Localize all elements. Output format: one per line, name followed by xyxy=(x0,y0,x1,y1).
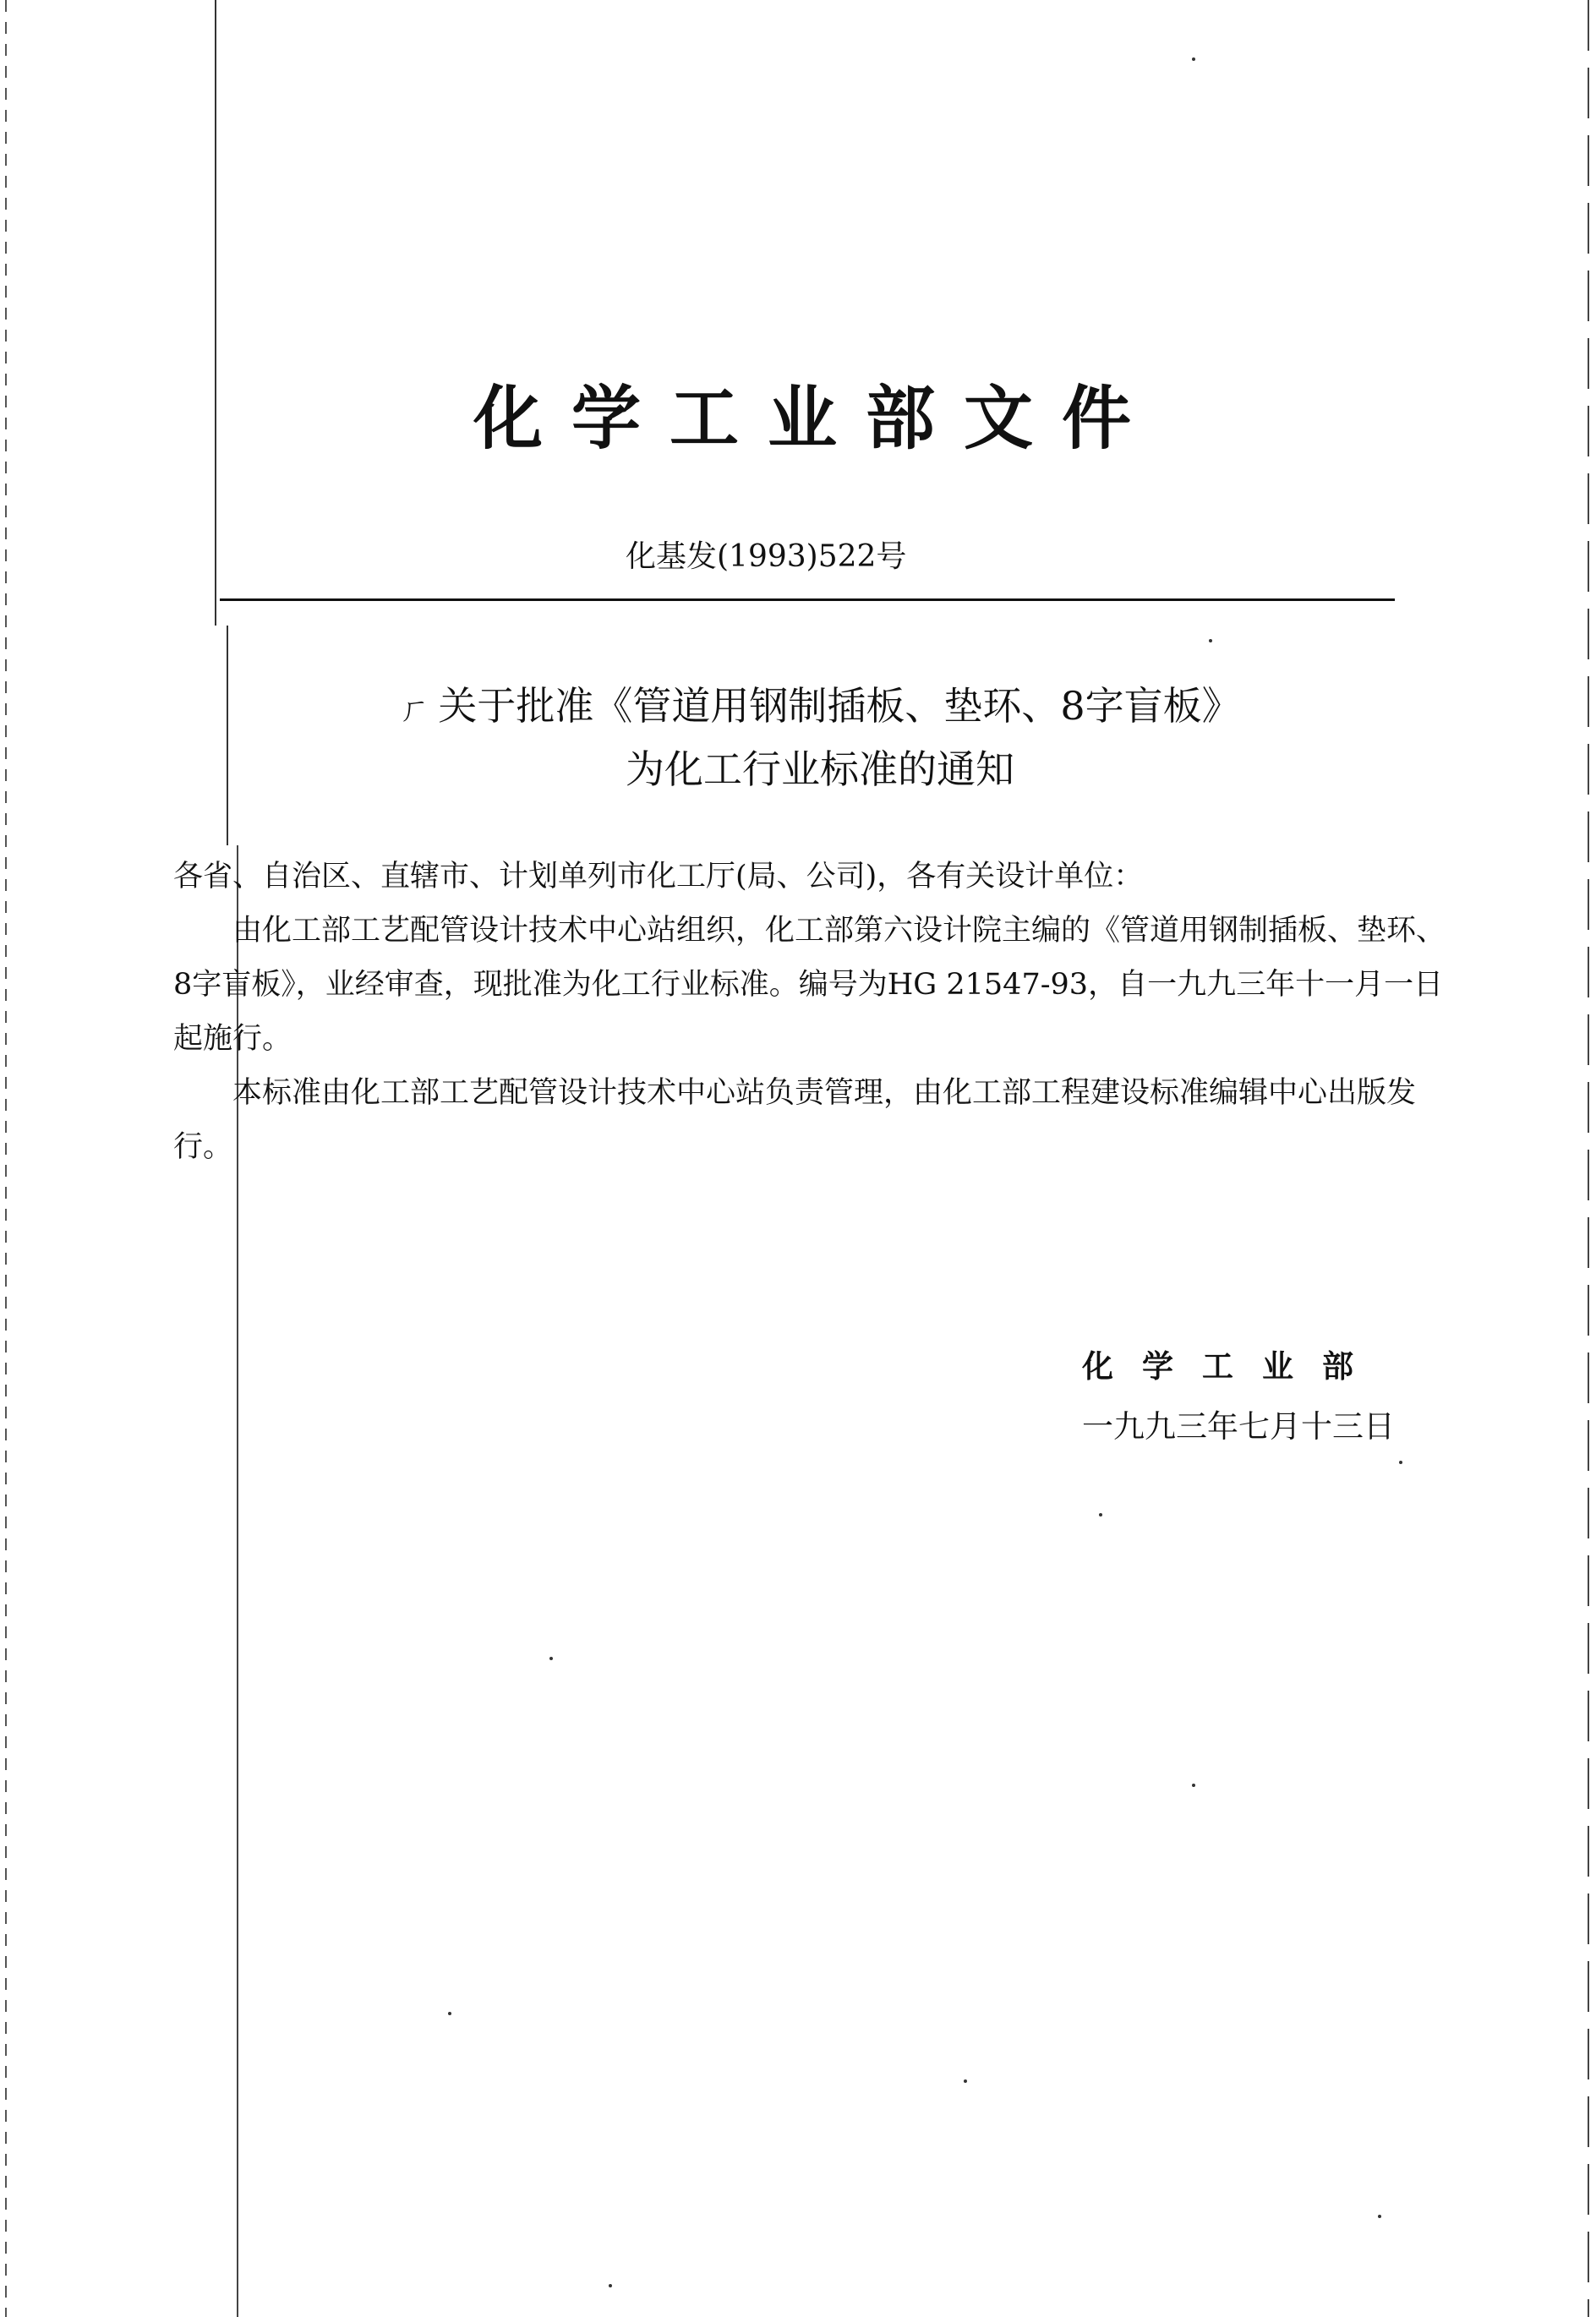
scan-speck xyxy=(1192,1784,1195,1787)
paragraph-approval: 由化工部工艺配管设计技术中心站组织，化工部第六设计院主编的《管道用钢制插板、垫环、8字盲板》，业经审查，现批准为化工行业标准。编号为HG 21547-93，自一九九三年十一月一日起施行。 xyxy=(173,914,1446,1056)
scan-speck xyxy=(1399,1461,1402,1464)
scan-right-edge xyxy=(1588,0,1589,2317)
notice-heading xyxy=(355,676,1285,799)
scan-speck xyxy=(549,1657,553,1660)
scan-speck xyxy=(1099,1513,1102,1516)
signature-organization: 化学工业部 xyxy=(1082,1347,1382,1385)
document-header-title: 化学工业部文件 xyxy=(473,378,1161,459)
binding-line xyxy=(227,626,228,845)
signature-block xyxy=(1082,1336,1395,1457)
scan-speck xyxy=(1209,639,1212,642)
binding-line xyxy=(215,0,216,626)
scan-speck xyxy=(609,2284,612,2287)
scan-speck xyxy=(448,2012,451,2015)
header-rule xyxy=(220,598,1395,601)
addressee: 各省、自治区、直辖市、计划单列市化工厅(局、公司)，各有关设计单位： xyxy=(173,860,1144,893)
scan-left-edge xyxy=(5,0,7,2317)
notice-body xyxy=(173,850,1450,1174)
document-number: 化基发(1993)522号 xyxy=(626,539,907,574)
scan-speck xyxy=(1192,57,1195,61)
scan-speck xyxy=(964,2079,967,2083)
scan-speck xyxy=(1378,2215,1381,2218)
notice-heading-line-2: 为化工行业标准的通知 xyxy=(626,746,1014,792)
heading-line-1-text: 关于批准《管道用钢制插板、垫环、8字盲板》 xyxy=(438,683,1241,729)
notice-heading-line-1 xyxy=(355,676,1285,740)
heading-mark: ㄏ xyxy=(399,692,430,727)
paragraph-management: 本标准由化工部工艺配管设计技术中心站负责管理，由化工部工程建设标准编辑中心出版发行。 xyxy=(173,1076,1417,1164)
signature-date: 一九九三年七月十三日 xyxy=(1082,1408,1395,1445)
